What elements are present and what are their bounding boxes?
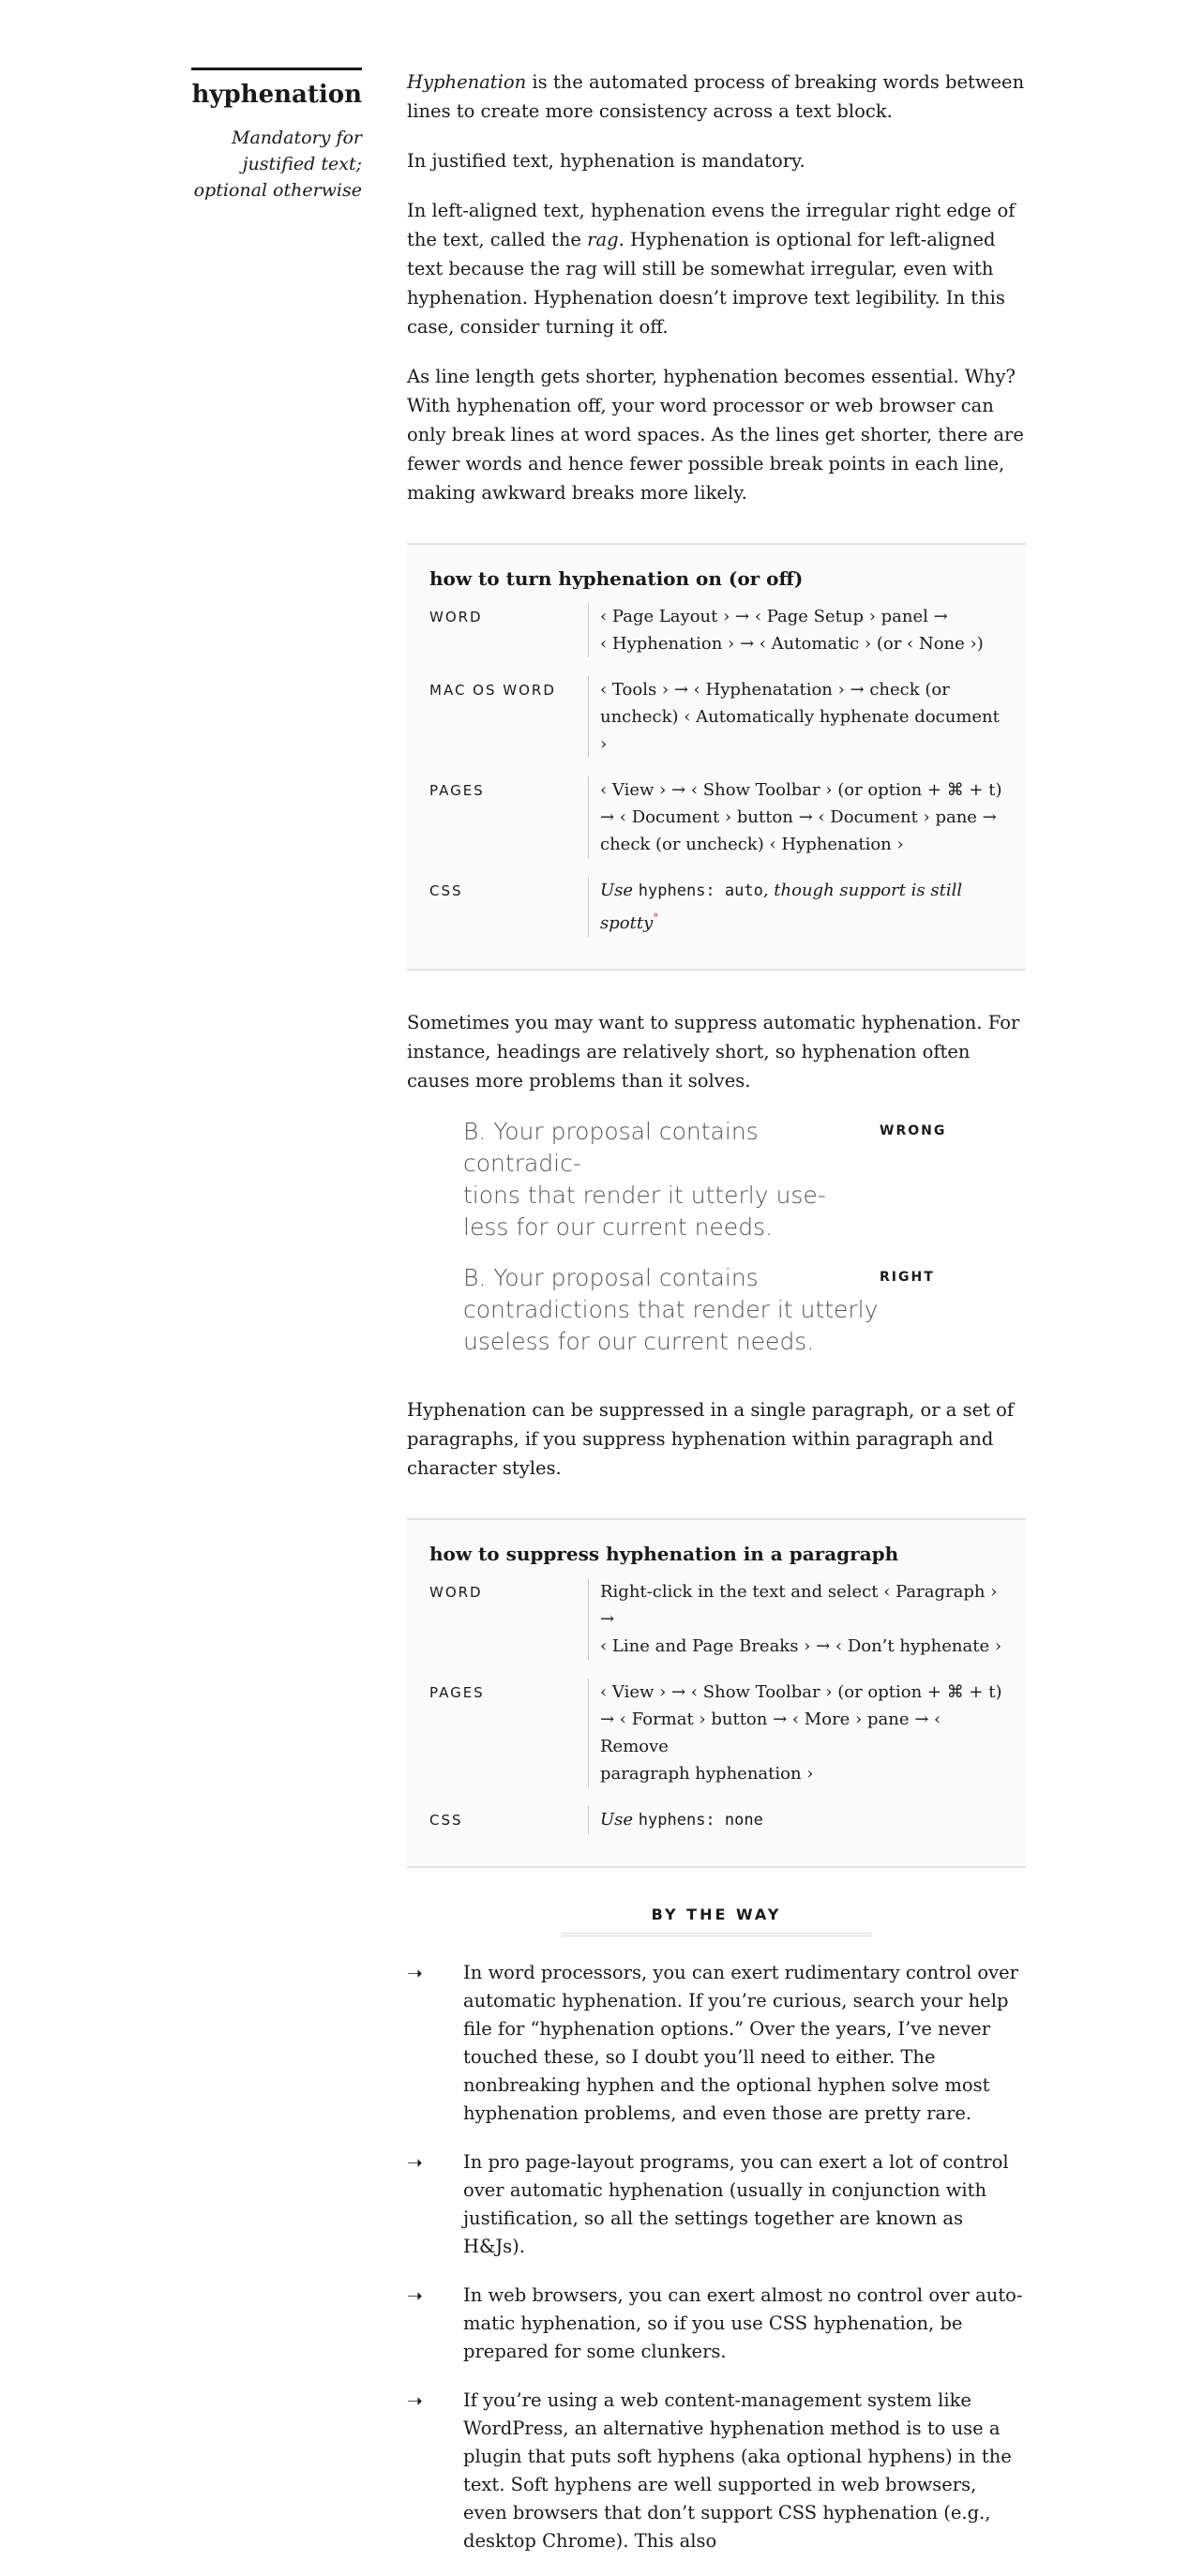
arrow-icon: ➝ — [407, 2284, 423, 2307]
box-title: how to turn hyphenation on (or off) — [429, 567, 804, 590]
instruction-line: ‹ View › → ‹ Show Toolbar › (or option + ⌘ + t) — [600, 1682, 1002, 1702]
example-line: B. Your proposal contains — [463, 1264, 759, 1291]
sidebar-rule — [191, 68, 362, 70]
list-item-text: In word processors, you can exert rudimentary control over automatic hyphenation. If you’re curious, search your help file for “hyphenation options.” Over the years, I’ve never touched these, so I doubt you’ll need to either. The nonbreaking hyphen and the optional hyphen solve most hyphenation problems, and even those are pretty rare. — [463, 1962, 1018, 2124]
instruction-line: ‹ Line and Page Breaks › → ‹ Don’t hyphenate › — [600, 1636, 1002, 1656]
instruction-line: ‹ Hyphenation › → ‹ Automatic › (or ‹ None ›) — [600, 634, 984, 654]
justified-paragraph: In justified text, hyphenation is mandatory. — [407, 150, 805, 172]
list-item-text: If you’re using a web content-management system like WordPress, an alternative hyphenation method is to use a plugin that puts soft hyphens (aka optional hyphens) in the text. Soft hyphens are well supported in web browsers, even browsers that don’t support CSS hyphenation (e.g., desktop Chrome). This also — [463, 2389, 1012, 2552]
example-text — [463, 1116, 880, 1243]
app-label: PAGES — [429, 1684, 485, 1701]
note-text: spotty — [600, 913, 654, 933]
by-the-way-rule — [562, 1933, 871, 1936]
instruction-row — [429, 603, 1003, 657]
app-label: CSS — [429, 1812, 463, 1829]
list-item — [407, 2148, 1026, 2261]
css-code: hyphens: auto — [638, 881, 763, 900]
list-item-text: In pro page-layout programs, you can exert a lot of control over automatic hyphenation (usually in conjunction with justification, so all the settings together are known as H&Js). — [463, 2151, 1009, 2257]
instruction-line: → ‹ Format › button → ‹ More › pane → ‹ Remove — [600, 1710, 941, 1756]
subtitle-line: Mandatory for — [232, 128, 362, 148]
by-the-way-heading: BY THE WAY — [651, 1906, 782, 1923]
instruction — [588, 1679, 1003, 1787]
instruction-line: uncheck) ‹ Automatically hyphenate document › — [600, 707, 1000, 754]
term: Hyphenation — [407, 71, 527, 93]
left-aligned-paragraph — [407, 196, 1026, 341]
instruction-line: ‹ Page Layout › → ‹ Page Setup › panel → — [600, 607, 948, 626]
instruction-row — [429, 676, 1003, 758]
box-title: how to suppress hyphenation in a paragraph — [429, 1543, 899, 1565]
note-text: , though support is still — [762, 881, 963, 900]
arrow-icon: ➝ — [407, 2151, 423, 2174]
app-label: MAC OS WORD — [429, 682, 556, 699]
rag-term: rag — [587, 229, 619, 250]
line-length-paragraph: As line length gets shorter, hyphenation becomes essential. Why? With hyphenation off, your word processor or web browser can only break lines at word spaces. As the lines get shorter, there are fewer words and hence fewer possible break points in each line, making awkward breaks more likely. — [407, 366, 1024, 504]
topic-subtitle — [191, 125, 362, 203]
instruction-line: → ‹ Document › button → ‹ Document › pane → — [600, 807, 997, 827]
example-wrong — [463, 1116, 1026, 1243]
instruction — [588, 676, 1003, 758]
instruction — [588, 603, 1003, 657]
example-line: B. Your proposal contains contradic- — [463, 1118, 759, 1177]
instruction-row — [429, 1578, 1003, 1660]
instruction-row — [429, 877, 1003, 937]
instruction-line: paragraph hyphenation › — [600, 1764, 814, 1784]
topic-title: hyphenation — [191, 81, 362, 109]
instruction — [588, 877, 1003, 937]
example-line: contradictions that render it utterly — [463, 1296, 879, 1323]
app-label: PAGES — [429, 782, 485, 799]
instruction-line: Right-click in the text and select ‹ Paragraph › → — [600, 1582, 998, 1629]
list-item-text: In web browsers, you can exert almost no control over automatic hyphenation, so if you use CSS hyphenation, be prepared for some clunkers. — [463, 2284, 1023, 2362]
instruction-line: check (or uncheck) ‹ Hyphenation › — [600, 835, 904, 854]
list-item — [407, 1959, 1026, 2128]
main-column — [407, 68, 1026, 2576]
instruction-line: ‹ View › → ‹ Show Toolbar › (or option + ⌘ + t) — [600, 780, 1002, 800]
instruction-line — [600, 1806, 1003, 1834]
subtitle-line: justified text; — [242, 154, 362, 174]
intro-paragraph — [407, 68, 1026, 126]
instruction — [588, 1578, 1003, 1660]
use-word: Use — [600, 1810, 639, 1830]
example-text — [463, 1262, 880, 1358]
instruction-row — [429, 776, 1003, 858]
app-label: CSS — [429, 882, 463, 899]
instruction — [588, 776, 1003, 858]
example-line: useless for our current needs. — [463, 1328, 815, 1355]
right-tag: RIGHT — [880, 1270, 935, 1285]
hyphenation-examples — [407, 1116, 1026, 1358]
instruction-line — [600, 905, 1003, 937]
example-right — [463, 1262, 1026, 1358]
turn-on-off-box — [407, 543, 1026, 971]
footnote-mark[interactable]: ° — [653, 911, 659, 925]
list-item — [407, 2282, 1026, 2366]
intro-text: is the automated process of breaking words between lines to create more consistency across a text block. — [407, 71, 1025, 122]
instruction-line: ‹ Tools › → ‹ Hyphenatation › → check (or — [600, 680, 950, 700]
wrong-tag: WRONG — [880, 1123, 947, 1138]
list-item — [407, 2387, 1026, 2555]
instruction-row — [429, 1679, 1003, 1787]
text-segment: . Hyphenation is optional for left-aligned text because the rag will still be somewhat irregular, even with hyphenation. Hyphenation doesn’t improve text legibility. In this case, consider turning it off. — [407, 229, 1005, 338]
app-label: WORD — [429, 1584, 483, 1601]
use-word: Use — [600, 881, 639, 900]
css-code: hyphens: none — [638, 1811, 763, 1830]
suppress-box — [407, 1518, 1026, 1868]
instruction-row — [429, 1806, 1003, 1834]
sidebar — [191, 68, 362, 203]
example-line: tions that render it utterly use- — [463, 1182, 826, 1209]
example-line: less for our current needs. — [463, 1213, 774, 1241]
app-label: WORD — [429, 609, 483, 625]
suppress-intro-paragraph: Sometimes you may want to suppress automatic hyphenation. For instance, headings are relatively short, so hyphenation often causes more problems than it solves. — [407, 1012, 1020, 1092]
instruction — [588, 1806, 1003, 1834]
text-segment: In left-aligned text, hyphenation evens the irregular right edge of the text, called the — [407, 200, 1016, 250]
subtitle-line: optional otherwise — [193, 180, 362, 201]
arrow-icon: ➝ — [407, 2389, 423, 2412]
instruction-line — [600, 877, 1003, 905]
suppress-styles-paragraph: Hyphenation can be suppressed in a single paragraph, or a set of paragraphs, if you suppress hyphenation within paragraph and character styles. — [407, 1399, 1015, 1479]
arrow-icon: ➝ — [407, 1962, 423, 1984]
